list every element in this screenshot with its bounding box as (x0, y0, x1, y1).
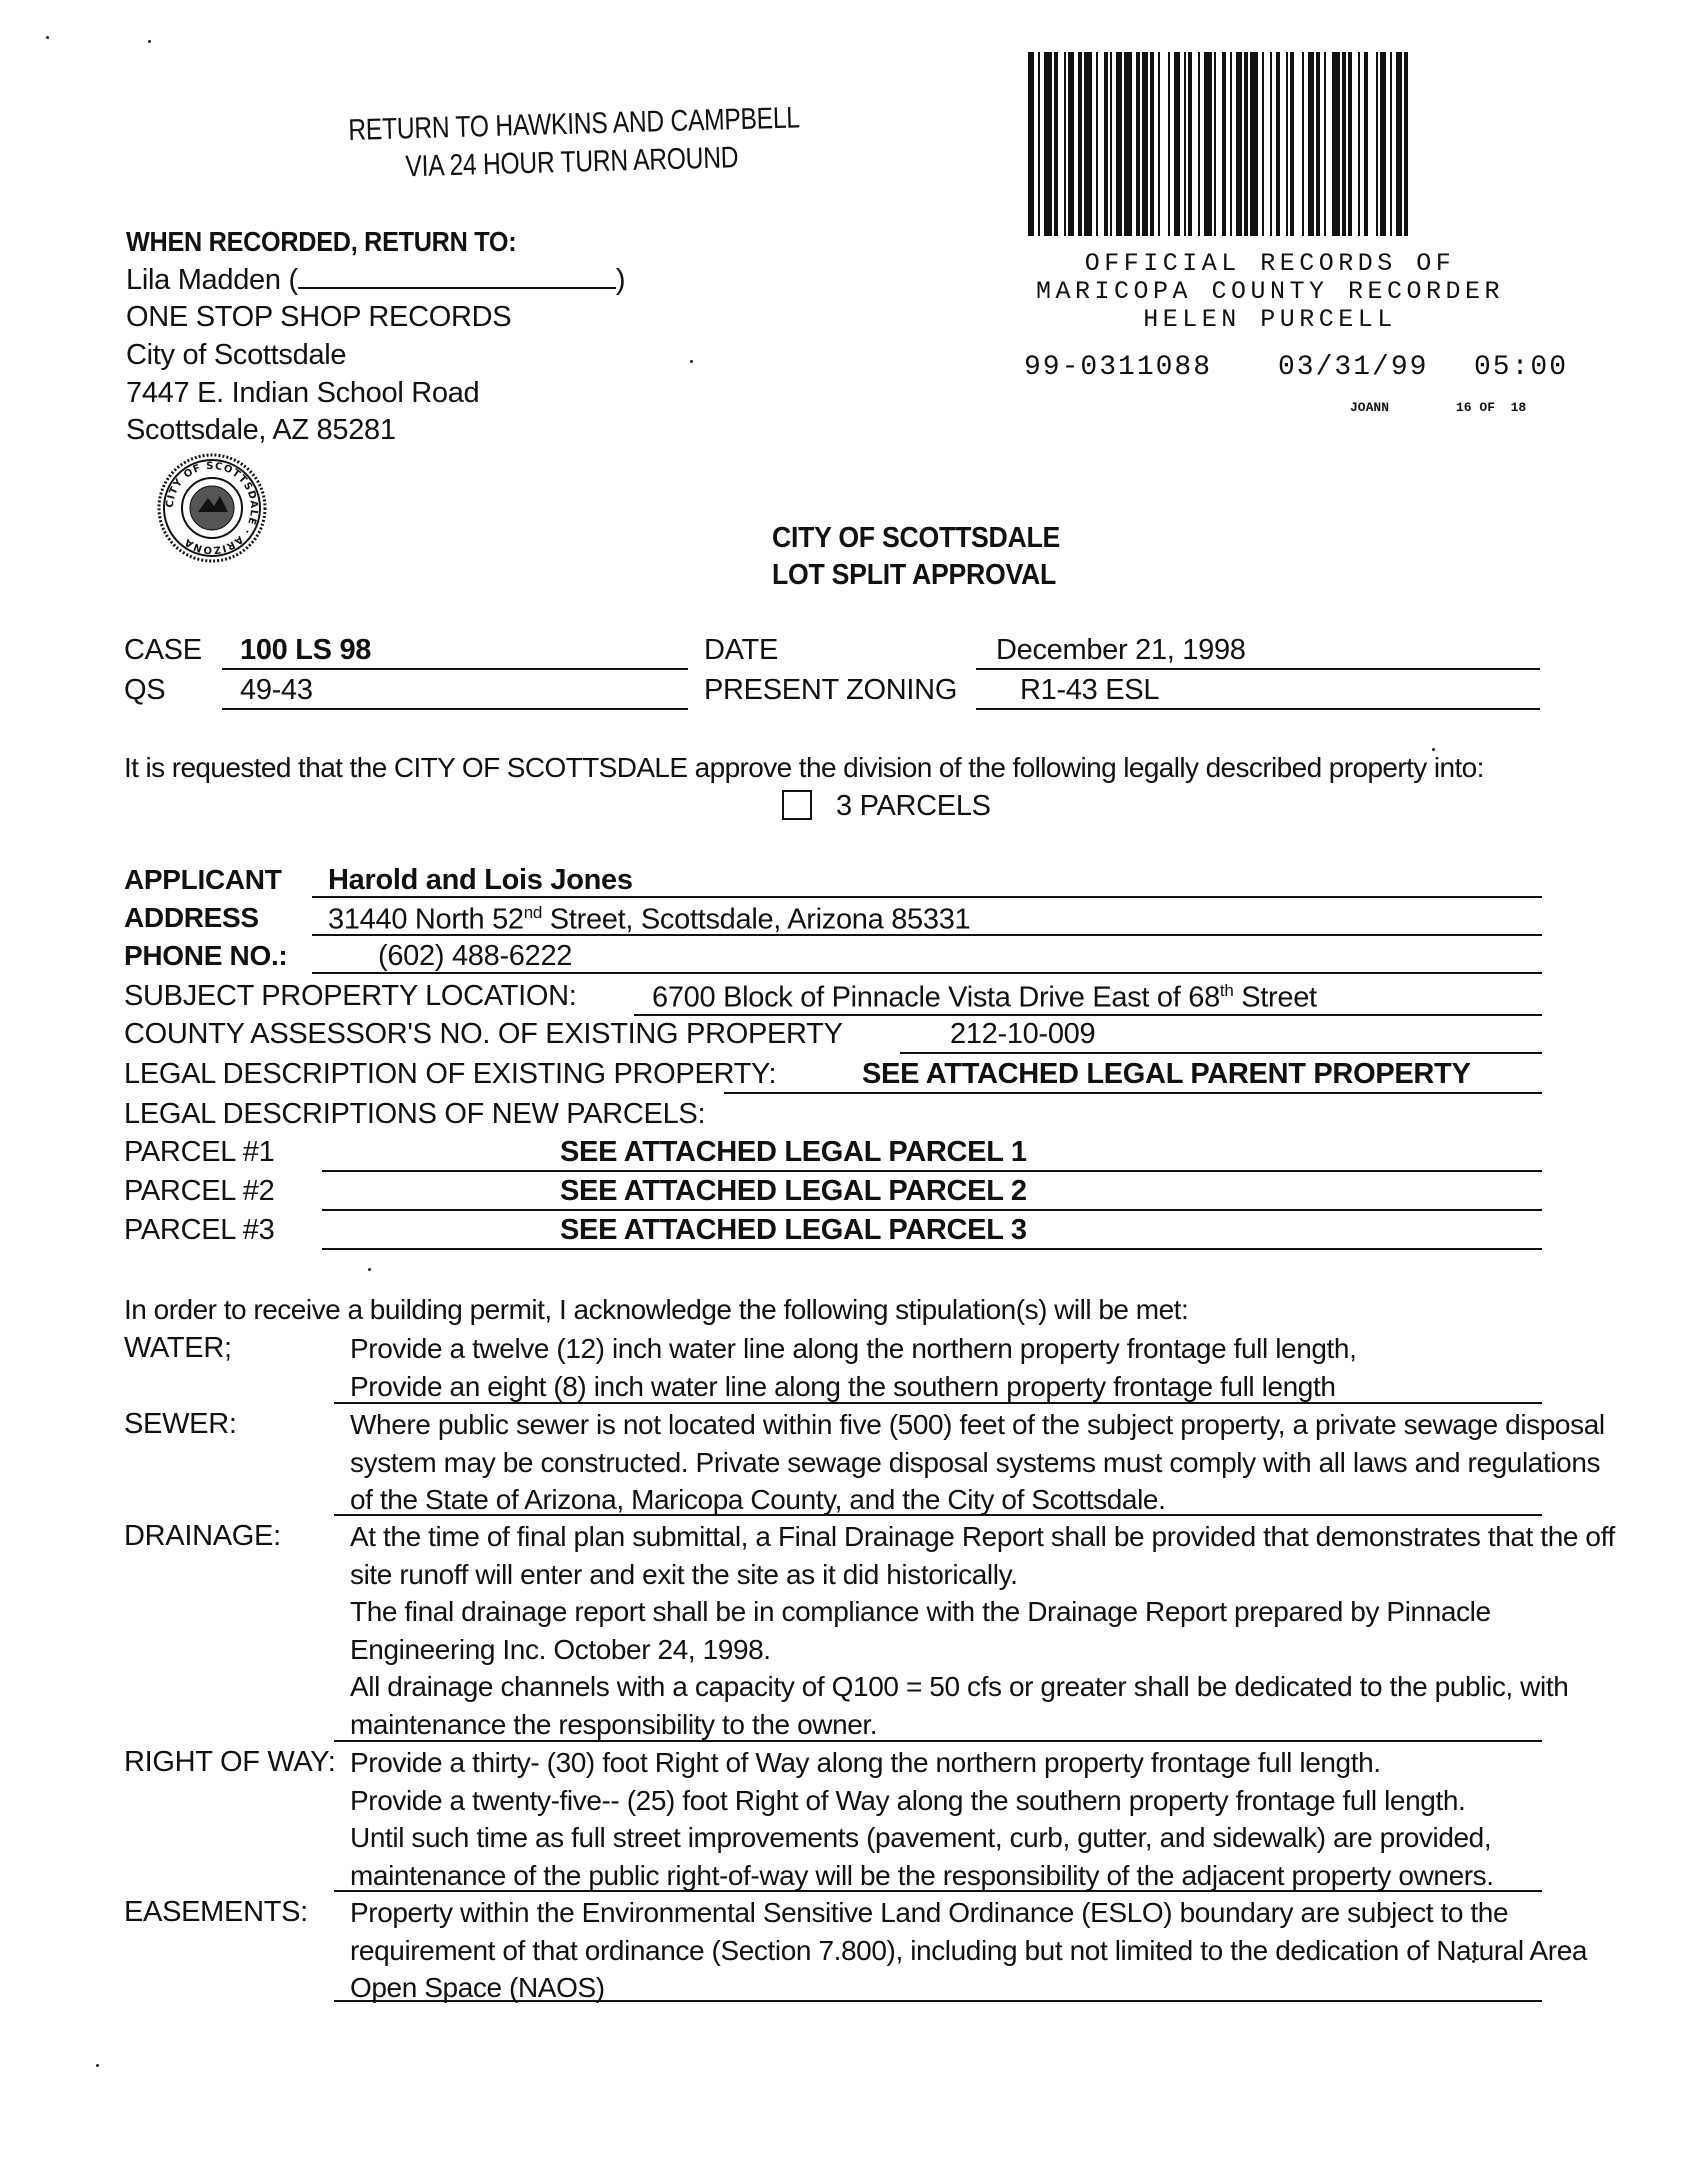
barcode-bar (1270, 52, 1272, 236)
address-label: ADDRESS (124, 902, 259, 933)
barcode-bar (1198, 52, 1200, 236)
water-underline (334, 1402, 1542, 1404)
barcode-bar (1364, 52, 1368, 236)
barcode-bar (1348, 52, 1352, 236)
return-to-org: ONE STOP SHOP RECORDS (126, 301, 512, 333)
date-value: December 21, 1998 (996, 634, 1246, 666)
right-of-way-label: RIGHT OF WAY: (124, 1746, 336, 1778)
barcode-bar (1054, 52, 1058, 236)
recording-date: 03/31/99 (1278, 352, 1429, 383)
barcode-bar (1110, 52, 1112, 236)
recording-clerk: JOANN (1350, 400, 1390, 415)
case-value: 100 LS 98 (240, 634, 372, 666)
barcode-bar (1116, 52, 1122, 236)
barcode-bar (1332, 52, 1340, 236)
barcode-bar (1380, 52, 1386, 236)
barcode-bar (1262, 52, 1264, 236)
zoning-underline (976, 708, 1540, 710)
location-underline (634, 1014, 1542, 1016)
qs-value: 49-43 (240, 674, 313, 706)
barcode-bar (1290, 52, 1294, 236)
return-to-name-close: ) (615, 264, 626, 296)
drainage-line: At the time of final plan submittal, a Final Drainage Report shall be provided that demonstrates that the off (350, 1521, 1615, 1552)
phone-label: PHONE NO.: (124, 940, 288, 971)
easements-underline (334, 2000, 1542, 2002)
barcode-bar (1358, 52, 1360, 236)
barcode-bar (1038, 52, 1040, 236)
sewer-line: Where public sewer is not located within five (500) feet of the subject property, a private sewage disposal (350, 1409, 1605, 1440)
barcode-bar (1276, 52, 1280, 236)
scan-speck (96, 2064, 99, 2067)
zoning-label: PRESENT ZONING (704, 674, 958, 706)
sewer-label: SEWER: (124, 1408, 237, 1440)
recording-number: 99-0311088 (1024, 352, 1213, 383)
date-underline (976, 668, 1540, 670)
water-text (350, 1330, 1356, 1405)
qs-label: QS (124, 674, 166, 706)
barcode-bar (1244, 52, 1248, 236)
location-label: SUBJECT PROPERTY LOCATION: (124, 980, 577, 1012)
parcel-2-value: SEE ATTACHED LEGAL PARCEL 2 (560, 1175, 1027, 1207)
phone-underline (312, 972, 1542, 974)
return-to-street: 7447 E. Indian School Road (126, 377, 480, 409)
return-to-block (126, 228, 560, 256)
easements-label: EASEMENTS: (124, 1896, 308, 1928)
barcode-bar (1168, 52, 1170, 236)
drainage-line: All drainage channels with a capacity of Q100 = 50 cfs or greater shall be dedicated to the public, with (350, 1671, 1569, 1702)
phone-value: (602) 488-6222 (378, 940, 573, 972)
drainage-line: site runoff will enter and exit the site as it did historically. (350, 1558, 1018, 1590)
location-part-1: 6700 Block of Pinnacle Vista Drive East of 68 (652, 981, 1220, 1014)
right-of-way-line: Provide a twenty-five-- (25) foot Right of Way along the southern property frontage full length. (350, 1784, 1466, 1816)
stamp-line-2: VIA 24 HOUR TURN AROUND (404, 141, 739, 184)
zoning-value: R1-43 ESL (1020, 674, 1160, 706)
easements-text (350, 1894, 1587, 2007)
barcode-bar (1230, 52, 1232, 236)
date-label: DATE (704, 634, 778, 666)
legal-existing-label: LEGAL DESCRIPTION OF EXISTING PROPERTY: (124, 1058, 777, 1090)
form-title-line-1: CITY OF SCOTTSDALE (772, 522, 1061, 554)
barcode-bar (1302, 52, 1304, 236)
sewer-line: of the State of Arizona, Maricopa County, and the City of Scottsdale. (350, 1484, 1166, 1515)
barcode-bar (1286, 52, 1288, 236)
barcode-bar (1078, 52, 1082, 236)
right-of-way-line: maintenance of the public right-of-way will be the responsibility of the adjacent property owners. (350, 1859, 1494, 1891)
return-stamp (348, 101, 900, 184)
recorder-line-1: OFFICIAL RECORDS OF (1084, 249, 1456, 278)
address-part-1: 31440 North 52 (328, 903, 524, 936)
easements-line: requirement of that ordinance (Section 7.800), including but not limited to the dedication of Natural Area (350, 1934, 1588, 1966)
scan-speck (1432, 748, 1435, 751)
return-to-city-state: Scottsdale, AZ 85281 (126, 414, 396, 446)
parcel-3-label: PARCEL #3 (124, 1214, 275, 1246)
parcels-checkbox[interactable] (782, 790, 812, 820)
recorder-block (1000, 250, 1540, 334)
form-title-line-2: LOT SPLIT APPROVAL (772, 559, 1057, 591)
recorder-line-2: MARICOPA COUNTY RECORDER (1035, 277, 1505, 306)
barcode-bar (1028, 52, 1034, 236)
barcode-bar (1308, 52, 1314, 236)
water-line: Provide an eight (8) inch water line along the southern property frontage full length (350, 1370, 1336, 1402)
return-to-city: City of Scottsdale (126, 339, 347, 371)
drainage-line: The final drainage report shall be in compliance with the Drainage Report prepared by Pinnacle (350, 1596, 1491, 1627)
return-to-name-blank (298, 267, 616, 289)
barcode-bar (1250, 52, 1258, 236)
barcode-bar (1342, 52, 1346, 236)
barcode-bar (1214, 52, 1216, 236)
barcode-bar (1222, 52, 1226, 236)
legal-new-label: LEGAL DESCRIPTIONS OF NEW PARCELS: (124, 1098, 706, 1130)
barcode-bar (1096, 52, 1098, 236)
parcel-1-value: SEE ATTACHED LEGAL PARCEL 1 (560, 1136, 1027, 1168)
parcel-3-value: SEE ATTACHED LEGAL PARCEL 3 (560, 1214, 1027, 1246)
applicant-underline (312, 896, 1542, 898)
right-of-way-line: Provide a thirty- (30) foot Right of Way along the northern property frontage full length. (350, 1747, 1381, 1778)
recorder-line-3: HELEN PURCELL (1143, 305, 1397, 334)
scan-speck (690, 360, 693, 363)
city-seal-image (156, 452, 268, 564)
scan-speck (368, 1268, 371, 1271)
address-value (328, 904, 970, 935)
barcode-bar (1184, 52, 1186, 236)
recording-page: 16 OF 18 (1456, 400, 1527, 415)
right-of-way-text (350, 1744, 1494, 1894)
address-ordinal: nd (523, 903, 543, 922)
barcode-bar (1174, 52, 1180, 236)
parcel-2-underline (322, 1209, 1542, 1211)
barcode-bar (1158, 52, 1160, 236)
barcode-bar (1204, 52, 1212, 236)
easements-line: Open Space (NAOS) (350, 1972, 605, 2003)
barcode-bar (1136, 52, 1140, 236)
drainage-label: DRAINAGE: (124, 1520, 281, 1552)
barcode-bar (1404, 52, 1408, 236)
scan-speck (148, 40, 151, 43)
recording-time: 05:00 (1474, 352, 1569, 383)
sewer-line: system may be constructed. Private sewage disposal systems must comply with all laws and regulations (350, 1446, 1601, 1478)
drainage-line: maintenance the responsibility to the owner. (350, 1708, 878, 1740)
assessor-underline (900, 1052, 1542, 1054)
drainage-text (350, 1518, 1615, 1743)
return-to-heading: WHEN RECORDED, RETURN TO: (126, 226, 517, 257)
assessor-label: COUNTY ASSESSOR'S NO. OF EXISTING PROPERTY (124, 1018, 843, 1050)
qs-underline (222, 708, 688, 710)
return-to-name-text: Lila Madden ( (126, 264, 298, 296)
location-part-2: Street (1233, 981, 1317, 1014)
barcode-bar (1150, 52, 1154, 236)
address-part-2: Street, Scottsdale, Arizona 85331 (542, 903, 971, 936)
stipulations-intro: In order to receive a building permit, I acknowledge the following stipulation(s) will be met: (124, 1294, 1189, 1325)
barcode-bar (1044, 52, 1052, 236)
applicant-label: APPLICANT (124, 864, 282, 895)
assessor-value: 212-10-009 (950, 1018, 1096, 1050)
barcode-bar (1068, 52, 1074, 236)
barcode-bar (1142, 52, 1148, 236)
barcode-bar (1316, 52, 1320, 236)
request-text: It is requested that the CITY OF SCOTTSDALE approve the division of the following legally described property into: (124, 752, 1484, 783)
case-underline (222, 668, 688, 670)
barcode-bar (1104, 52, 1108, 236)
legal-existing-value: SEE ATTACHED LEGAL PARENT PROPERTY (862, 1058, 1471, 1090)
barcode-bar (1124, 52, 1132, 236)
barcode-bar (1084, 52, 1092, 236)
barcode-bar (1236, 52, 1242, 236)
barcode-bar (1376, 52, 1378, 236)
barcode-bar (1390, 52, 1392, 236)
water-line: Provide a twelve (12) inch water line along the northern property frontage full length, (350, 1333, 1357, 1364)
parcel-2-label: PARCEL #2 (124, 1175, 275, 1207)
barcode-bar (1396, 52, 1402, 236)
address-underline (312, 934, 1542, 936)
seal-text: CITY OF SCOTTSDALE · ARIZONA (164, 460, 260, 556)
water-label: WATER; (124, 1332, 232, 1364)
drainage-underline (334, 1740, 1542, 1742)
location-value (652, 982, 1317, 1013)
scan-speck (46, 36, 49, 39)
sewer-underline (334, 1514, 1542, 1516)
parcels-count: 3 PARCELS (836, 790, 991, 822)
barcode-image (1028, 52, 1560, 236)
drainage-line: Engineering Inc. October 24, 1998. (350, 1633, 771, 1665)
parcel-1-label: PARCEL #1 (124, 1136, 275, 1168)
easements-line: Property within the Environmental Sensitive Land Ordinance (ESLO) boundary are subject to the (350, 1897, 1509, 1928)
return-to-name (126, 266, 625, 295)
parcel-1-underline (322, 1170, 1542, 1172)
applicant-value: Harold and Lois Jones (328, 864, 633, 896)
legal-existing-underline (724, 1092, 1542, 1094)
barcode-bar (1188, 52, 1192, 236)
sewer-text (350, 1406, 1605, 1519)
barcode-bar (1064, 52, 1066, 236)
barcode-bar (1324, 52, 1326, 236)
stamp-line-1: RETURN TO HAWKINS AND CAMPBELL (347, 101, 801, 147)
location-ordinal: th (1219, 981, 1234, 1000)
parcel-3-underline (322, 1248, 1542, 1250)
case-label: CASE (124, 634, 202, 666)
right-of-way-line: Until such time as full street improvements (pavement, curb, gutter, and sidewalk) are provided, (350, 1822, 1492, 1853)
right-of-way-underline (334, 1890, 1542, 1892)
